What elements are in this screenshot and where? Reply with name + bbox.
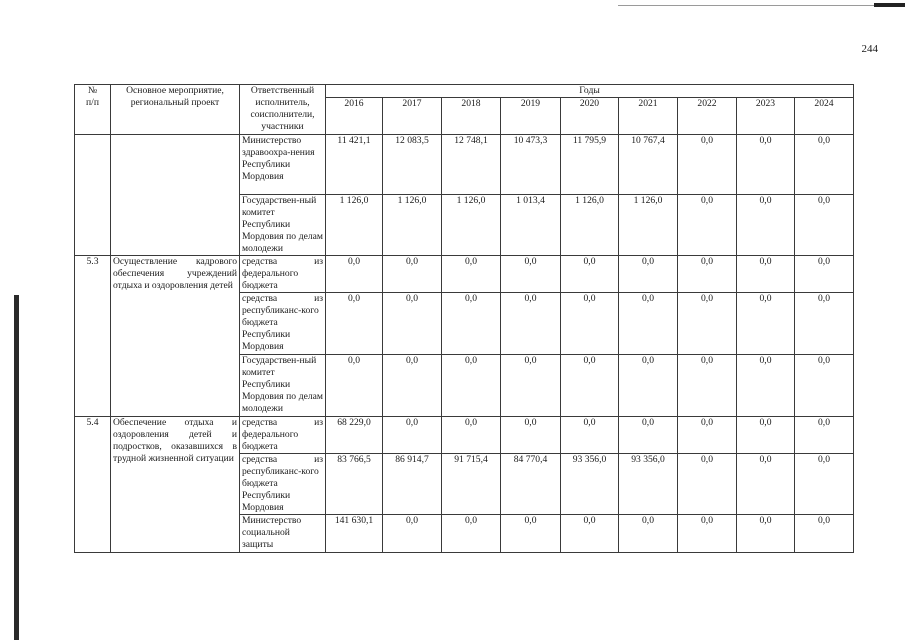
value-2021: 0,0	[619, 293, 678, 355]
responsible-executor: Государствен-ный комитет Республики Мордовия по делам молодежи	[240, 195, 326, 256]
responsible-executor: Министерство здравоохра-нения Республики Мордовия	[240, 135, 326, 195]
header-year-2021: 2021	[619, 98, 678, 135]
value-2019: 0,0	[501, 293, 561, 355]
value-2022: 0,0	[678, 256, 737, 293]
header-year-2017: 2017	[383, 98, 442, 135]
row-number: 5.3	[75, 256, 111, 417]
value-2023: 0,0	[737, 293, 795, 355]
value-2018: 0,0	[442, 355, 501, 417]
value-2017: 12 083,5	[383, 135, 442, 195]
value-2024: 0,0	[795, 355, 854, 417]
value-2021: 0,0	[619, 515, 678, 553]
value-2022: 0,0	[678, 515, 737, 553]
header-year-2023: 2023	[737, 98, 795, 135]
value-2017: 1 126,0	[383, 195, 442, 256]
value-2024: 0,0	[795, 135, 854, 195]
value-2019: 0,0	[501, 515, 561, 553]
header-num	[75, 85, 111, 135]
table-body	[75, 85, 854, 553]
event-name	[111, 135, 240, 256]
value-2016: 1 126,0	[326, 195, 383, 256]
value-2023: 0,0	[737, 355, 795, 417]
responsible-executor: Государствен-ный комитет Республики Мордовия по делам молодежи	[240, 355, 326, 417]
value-2024: 0,0	[795, 454, 854, 515]
value-2023: 0,0	[737, 256, 795, 293]
value-2017: 0,0	[383, 256, 442, 293]
value-2020: 0,0	[561, 417, 619, 454]
row-number: 5.4	[75, 417, 111, 553]
header-year-2016: 2016	[326, 98, 383, 135]
value-2024: 0,0	[795, 256, 854, 293]
value-2019: 0,0	[501, 417, 561, 454]
value-2020: 0,0	[561, 293, 619, 355]
header-event	[111, 85, 240, 135]
scan-artifact-line	[618, 5, 874, 6]
header-year-2019: 2019	[501, 98, 561, 135]
value-2020: 1 126,0	[561, 195, 619, 256]
value-2020: 0,0	[561, 515, 619, 553]
value-2016: 141 630,1	[326, 515, 383, 553]
responsible-executor: средства из федерального бюджета	[240, 256, 326, 293]
value-2017: 86 914,7	[383, 454, 442, 515]
value-2022: 0,0	[678, 195, 737, 256]
value-2021: 93 356,0	[619, 454, 678, 515]
header-num-text: № п/п	[86, 85, 99, 108]
responsible-executor: средства из федерального бюджета	[240, 417, 326, 454]
value-2022: 0,0	[678, 135, 737, 195]
table-row	[75, 256, 854, 293]
value-2022: 0,0	[678, 454, 737, 515]
value-2017: 0,0	[383, 293, 442, 355]
value-2018: 0,0	[442, 256, 501, 293]
value-2018: 0,0	[442, 293, 501, 355]
value-2022: 0,0	[678, 293, 737, 355]
value-2021: 0,0	[619, 256, 678, 293]
value-2024: 0,0	[795, 417, 854, 454]
header-year-2024: 2024	[795, 98, 854, 135]
value-2021: 1 126,0	[619, 195, 678, 256]
value-2016: 0,0	[326, 355, 383, 417]
value-2023: 0,0	[737, 515, 795, 553]
value-2019: 0,0	[501, 355, 561, 417]
value-2021: 10 767,4	[619, 135, 678, 195]
header-row	[75, 85, 854, 98]
value-2023: 0,0	[737, 195, 795, 256]
header-responsible-text: Ответственный исполнитель, соисполнители, участники	[250, 85, 315, 132]
header-years-group: Годы	[326, 85, 854, 98]
responsible-executor: Министерство социальной защиты	[240, 515, 326, 553]
event-name: Обеспечение отдыха и оздоровления детей и подростков, оказавшихся в трудной жизненной ситуации	[111, 417, 240, 553]
value-2019: 0,0	[501, 256, 561, 293]
value-2019: 10 473,3	[501, 135, 561, 195]
value-2023: 0,0	[737, 135, 795, 195]
table-row	[75, 417, 854, 454]
header-year-2022: 2022	[678, 98, 737, 135]
value-2023: 0,0	[737, 417, 795, 454]
value-2017: 0,0	[383, 515, 442, 553]
value-2024: 0,0	[795, 195, 854, 256]
responsible-executor: средства из республиканс-кого бюджета Республики Мордовия	[240, 293, 326, 355]
value-2020: 0,0	[561, 355, 619, 417]
value-2018: 1 126,0	[442, 195, 501, 256]
page-number: 244	[861, 43, 878, 55]
header-event-text: Основное мероприятие, региональный проект	[126, 85, 224, 108]
scan-artifact-edge	[14, 295, 19, 640]
value-2024: 0,0	[795, 293, 854, 355]
event-name: Осуществление кадрового обеспечения учреждений отдыха и оздоровления детей	[111, 256, 240, 417]
value-2023: 0,0	[737, 454, 795, 515]
value-2021: 0,0	[619, 355, 678, 417]
value-2018: 0,0	[442, 417, 501, 454]
value-2018: 91 715,4	[442, 454, 501, 515]
value-2022: 0,0	[678, 355, 737, 417]
responsible-executor: средства из республиканс-кого бюджета Республики Мордовия	[240, 454, 326, 515]
header-responsible	[240, 85, 326, 135]
value-2021: 0,0	[619, 417, 678, 454]
value-2018: 0,0	[442, 515, 501, 553]
value-2019: 1 013,4	[501, 195, 561, 256]
value-2017: 0,0	[383, 417, 442, 454]
value-2016: 0,0	[326, 256, 383, 293]
value-2024: 0,0	[795, 515, 854, 553]
header-year-2020: 2020	[561, 98, 619, 135]
value-2016: 68 229,0	[326, 417, 383, 454]
value-2020: 93 356,0	[561, 454, 619, 515]
row-number	[75, 135, 111, 256]
value-2022: 0,0	[678, 417, 737, 454]
scan-artifact-mark	[874, 3, 905, 7]
value-2018: 12 748,1	[442, 135, 501, 195]
value-2017: 0,0	[383, 355, 442, 417]
budget-table	[74, 84, 854, 553]
header-year-2018: 2018	[442, 98, 501, 135]
value-2016: 0,0	[326, 293, 383, 355]
value-2016: 11 421,1	[326, 135, 383, 195]
value-2020: 0,0	[561, 256, 619, 293]
value-2016: 83 766,5	[326, 454, 383, 515]
value-2019: 84 770,4	[501, 454, 561, 515]
table-row	[75, 135, 854, 195]
value-2020: 11 795,9	[561, 135, 619, 195]
